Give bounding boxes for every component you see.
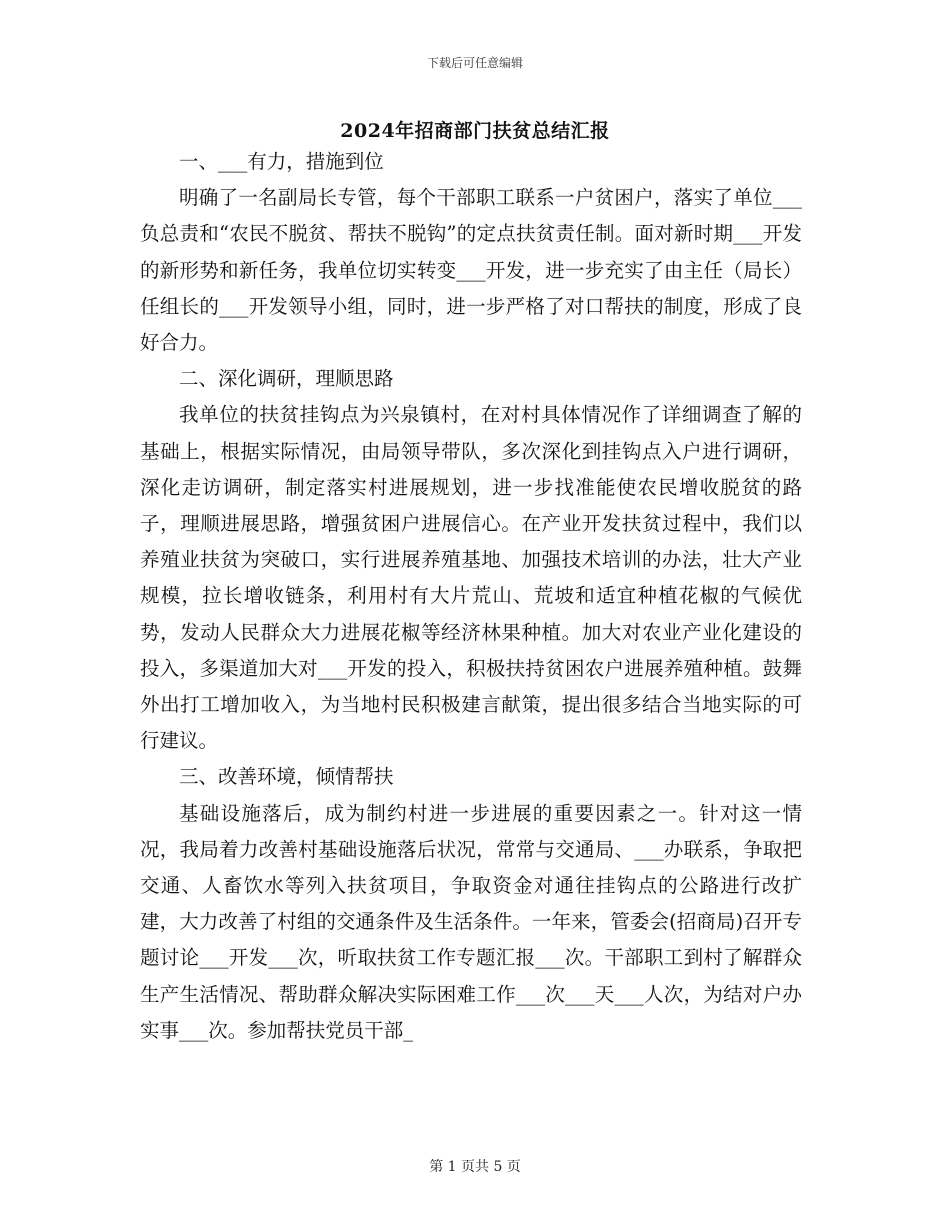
section-heading-1: 一、___有力，措施到位 bbox=[179, 150, 384, 173]
paragraph-3: 基础设施落后，成为制约村进一步进展的重要因素之一。针对这一情况，我局着力改善村基础设施落后状况，常常与交通局、___办联系，争取把交通、人畜饮水等列入扶贫项目，争取资金对通往挂钩点的公路进行改扩建，大力改善了村组的交通条件及生活条件。一年来，管委会(招商局)召开专题讨论___开发___次，听取扶贫工作专题汇报___次。干部职工到村了解群众生产生活情况、帮助群众解决实际困难工作___次___天___人次，为结对户办实事___次。参加帮扶党员干部_ bbox=[140, 801, 802, 1042]
document-title: 2024年招商部门扶贫总结汇报 bbox=[340, 120, 610, 142]
page-number: 第 1 页共 5 页 bbox=[429, 1159, 521, 1175]
section-heading-2: 二、深化调研，理顺思路 bbox=[179, 367, 394, 391]
paragraph-2: 我单位的扶贫挂钩点为兴泉镇村，在对村具体情况作了详细调查了解的基础上，根据实际情况，由局领导带队，多次深化到挂钩点入户进行调研，深化走访调研，制定落实村进展规划，进一步找准能使农民增收脱贫的路子，理顺进展思路，增强贫困户进展信心。在产业开发扶贫过程中，我们以养殖业扶贫为突破口，实行进展养殖基地、加强技术培训的办法，壮大产业规模，拉长增收链条，利用村有大片荒山、荒坡和适宜种植花椒的气候优势，发动人民群众大力进展花椒等经济林果种植。加大对农业产业化建设的投入，多渠道加大对___开发的投入，积极扶持贫困农户进展养殖种植。鼓舞外出打工增加收入，为当地村民积极建言献策，提出很多结合当地实际的可行建议。 bbox=[140, 403, 802, 753]
paragraph-1: 明确了一名副局长专管，每个干部职工联系一户贫困户，落实了单位___负总责和“农民不脱贫、帮扶不脱钩”的定点扶贫责任制。面对新时期___开发的新形势和新任务，我单位切实转变___开发，进一步充实了由主任（局长）任组长的___开发领导小组，同时，进一步严格了对口帮扶的制度，形成了良好合力。 bbox=[140, 186, 802, 355]
document-body bbox=[140, 144, 802, 1049]
section-heading-3: 三、改善环境，倾情帮扶 bbox=[179, 765, 394, 789]
header-note: 下载后可任意编辑 bbox=[426, 56, 523, 70]
